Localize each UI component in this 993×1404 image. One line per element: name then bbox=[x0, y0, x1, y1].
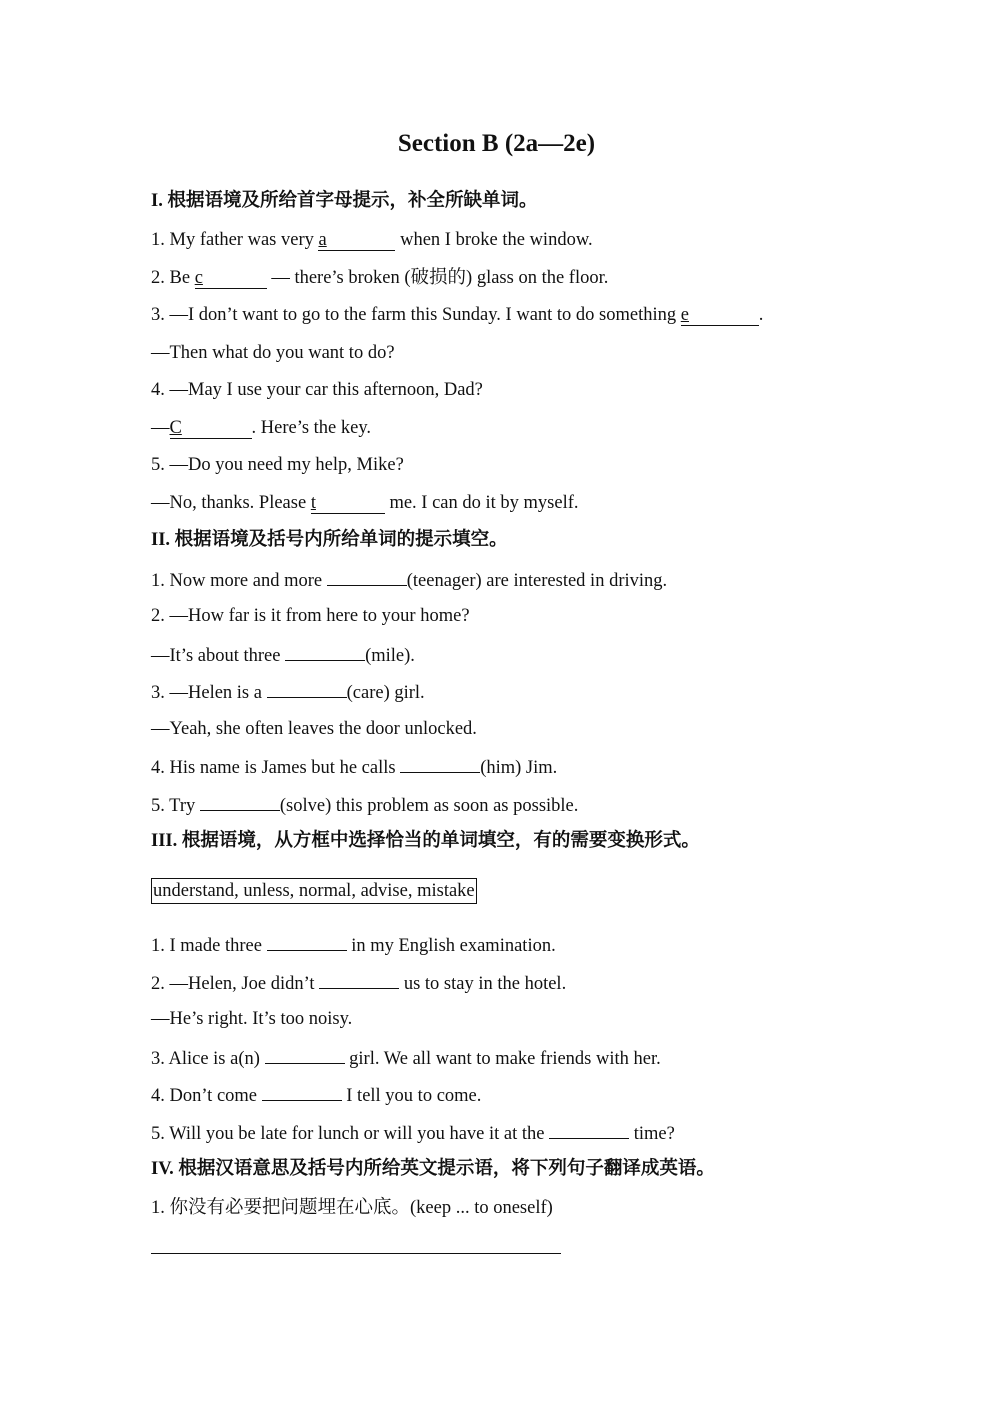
answer-blank[interactable] bbox=[319, 970, 399, 989]
part1-question-3: 3. —I don’t want to go to the farm this Sunday. I want to do something e . bbox=[151, 305, 764, 325]
answer-blank[interactable] bbox=[285, 642, 365, 661]
answer-blank[interactable]: c bbox=[195, 268, 267, 289]
part2-question-5: 5. Try (solve) this problem as soon as possible. bbox=[151, 792, 578, 818]
part1-question-5: 5. —Do you need my help, Mike? bbox=[151, 455, 404, 475]
translation-answer-line[interactable] bbox=[151, 1253, 561, 1254]
answer-blank[interactable] bbox=[262, 1082, 342, 1101]
part2-question-2-reply: —It’s about three (mile). bbox=[151, 642, 415, 668]
part1-question-5-reply: —No, thanks. Please t me. I can do it by myself. bbox=[151, 493, 579, 513]
word-bank-box: understand, unless, normal, advise, mistake bbox=[151, 878, 477, 904]
answer-blank[interactable]: a bbox=[318, 230, 395, 251]
answer-blank[interactable]: C bbox=[170, 418, 252, 439]
part4-question-1: 1. 你没有必要把问题埋在心底。(keep ... to oneself) bbox=[151, 1198, 553, 1218]
part3-question-2-reply: —He’s right. It’s too noisy. bbox=[151, 1009, 353, 1029]
part2-heading: II. 根据语境及括号内所给单词的提示填空。 bbox=[151, 530, 508, 550]
part3-question-2: 2. —Helen, Joe didn’t us to stay in the hotel. bbox=[151, 970, 566, 996]
answer-blank[interactable] bbox=[267, 679, 347, 698]
part3-question-3: 3. Alice is a(n) girl. We all want to make friends with her. bbox=[151, 1045, 661, 1071]
part3-question-4: 4. Don’t come I tell you to come. bbox=[151, 1082, 481, 1108]
part1-question-1: 1. My father was very a when I broke the window. bbox=[151, 230, 593, 250]
part3-question-5: 5. Will you be late for lunch or will you have it at the time? bbox=[151, 1120, 675, 1146]
answer-blank[interactable] bbox=[265, 1045, 345, 1064]
part1-question-3-reply: —Then what do you want to do? bbox=[151, 343, 395, 363]
answer-blank[interactable] bbox=[200, 792, 280, 811]
part2-question-1: 1. Now more and more (teenager) are interested in driving. bbox=[151, 567, 667, 593]
part4-heading: IV. 根据汉语意思及括号内所给英文提示语，将下列句子翻译成英语。 bbox=[151, 1159, 715, 1179]
part1-question-4: 4. —May I use your car this afternoon, Dad? bbox=[151, 380, 483, 400]
part1-question-4-reply: —C . Here’s the key. bbox=[151, 418, 372, 438]
part1-heading: I. 根据语境及所给首字母提示，补全所缺单词。 bbox=[151, 191, 538, 211]
answer-blank[interactable] bbox=[267, 932, 347, 951]
page-title: Section B (2a—2e) bbox=[397, 130, 596, 157]
part3-question-1: 1. I made three in my English examination. bbox=[151, 932, 556, 958]
answer-blank[interactable]: t bbox=[311, 493, 385, 514]
part2-question-2: 2. —How far is it from here to your home? bbox=[151, 606, 470, 626]
part3-heading: III. 根据语境，从方框中选择恰当的单词填空，有的需要变换形式。 bbox=[151, 831, 700, 851]
answer-blank[interactable] bbox=[327, 567, 407, 586]
part2-question-3-reply: —Yeah, she often leaves the door unlocked. bbox=[151, 719, 477, 739]
answer-blank[interactable] bbox=[400, 754, 480, 773]
part1-question-2: 2. Be c — there’s broken (破损的) glass on the floor. bbox=[151, 268, 609, 288]
part2-question-4: 4. His name is James but he calls (him) Jim. bbox=[151, 754, 557, 780]
answer-blank[interactable]: e bbox=[681, 305, 759, 326]
answer-blank[interactable] bbox=[549, 1120, 629, 1139]
part2-question-3: 3. —Helen is a (care) girl. bbox=[151, 679, 425, 705]
